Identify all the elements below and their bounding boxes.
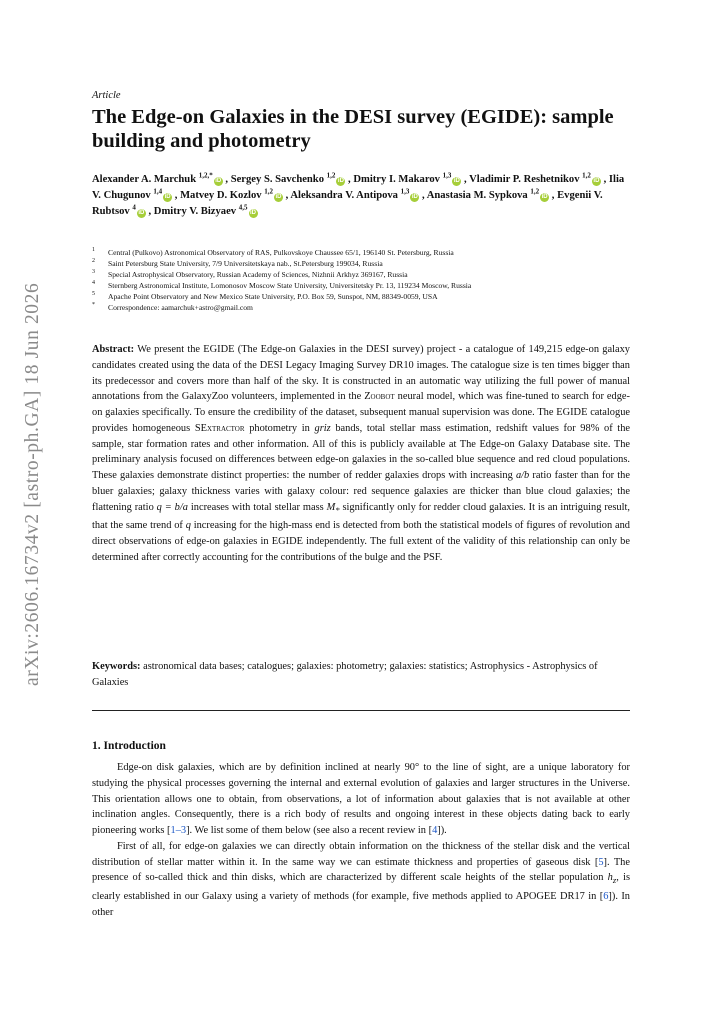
citation-link[interactable]: 1–3 <box>170 825 187 836</box>
author <box>353 171 461 185</box>
orcid-icon[interactable]: iD <box>250 210 256 216</box>
author-affiliation-marker: 4 <box>132 203 136 212</box>
author-separator: , <box>222 174 231 185</box>
author-name: Dmitry I. Makarov <box>353 174 440 185</box>
keywords <box>92 659 630 691</box>
orcid-icon[interactable]: iD <box>164 194 171 200</box>
author <box>153 203 258 217</box>
intro-text: , is clearly established in our Galaxy using a variety of methods (for example, five methods applied to APOGEE DR17 in [ <box>92 872 630 903</box>
author-separator: , <box>600 174 609 185</box>
bands-math: griz <box>314 422 331 434</box>
flattening-math: q = b/a <box>156 501 188 513</box>
affiliation-text: Central (Pulkovo) Astronomical Observatory of RAS, Pulkovskoye Chaussee 65/1, 196140 St. Petersburg, Russia <box>108 248 454 257</box>
orcid-icon[interactable]: iD <box>593 178 600 184</box>
author <box>92 171 223 185</box>
author-name: Aleksandra V. Antipova <box>290 190 398 201</box>
author-separator: , <box>461 174 470 185</box>
author-separator: , <box>345 174 354 185</box>
affiliation-item <box>92 258 630 269</box>
abstract <box>92 342 630 566</box>
paper-title: The Edge-on Galaxies in the DESI survey (EGIDE): sample building and photometry <box>92 106 614 152</box>
orcid-icon[interactable]: iD <box>541 194 548 200</box>
orcid-icon[interactable]: iD <box>275 194 282 200</box>
affiliation-text: Saint Petersburg State University, 7/9 Universitetskaya nab., St.Petersburg 199034, Russia <box>108 259 383 268</box>
author-separator: , <box>145 206 154 217</box>
author-separator: , <box>282 190 291 201</box>
author-name: Sergey S. Savchenko <box>230 174 324 185</box>
abstract-text: bands, total stellar mass estimation, redshift values for 98% of the sample, star formation rates and other information. All of this is publicly available at The Edge-on Galaxy Database site. The preliminary analysis focused on differences between edge-on galaxies in the so-called blue sequence and red cloud populations. These galaxies demonstrate distinct properties: the number of redder galaxies drops with increasing <box>92 422 631 481</box>
abstract-text: ratio faster than for the bluer galaxies; galaxy thickness varies with galaxy colour: red sequence galaxies are thicker than blue cloud galaxies; the flattening ratio <box>92 470 630 513</box>
intro-text: Edge-on disk galaxies, which are by definition inclined at nearly 90° to the line of sight, are a unique laboratory for studying the physical processes governing the internal and external evolution of galaxies and larger structures in the Universe. This orientation allows one to obtain, from observations, a lot of information about galaxies that is not available at other inclination angles. Consequently, there is a rich body of results and ongoing interest in these objects dating back to early pioneering works [ <box>92 762 630 836</box>
author-affiliation-marker: 1,2,* <box>198 171 213 180</box>
abstract-text: photometry in <box>244 422 315 434</box>
affiliation-text: Special Astrophysical Observatory, Russian Academy of Sciences, Nizhnii Arkhyz 369167, Russia <box>108 270 408 279</box>
citation-link[interactable]: 4 <box>432 825 438 836</box>
mass-subscript: * <box>335 504 340 515</box>
author-separator: , <box>549 190 558 201</box>
author-affiliation-marker: 1,3 <box>442 171 452 180</box>
ratio-math: a/b <box>515 470 530 481</box>
affiliation-item <box>92 247 630 258</box>
author-list <box>92 172 630 220</box>
abstract-text: significantly only for redder cloud galaxies. It is an intriguing result, that the same trend of <box>92 501 630 532</box>
affiliation-number: 3 <box>92 269 95 275</box>
author-name: Alexander A. Marchuk <box>92 174 197 185</box>
author-name: Evgenii V. Rubtsov <box>92 190 603 217</box>
hz-symbol: h <box>607 872 613 884</box>
author <box>290 187 419 201</box>
keywords-text: astronomical data bases; catalogues; galaxies: photometry; galaxies: statistics; Astrophysics - Astrophysics of Galaxies <box>92 661 598 688</box>
affiliation-text: Correspondence: aamarchuk+astro@gmail.com <box>108 303 253 312</box>
abstract-text: neural model, which was fine-tuned to search for edge-on galaxies specifically. To ensure the credibility of the dataset, subsequent manual supervision was done. The EGIDE catalogue provides homogeneous <box>92 391 630 434</box>
mass-math <box>327 502 340 513</box>
author-name: Ilia V. Chugunov <box>92 174 625 201</box>
author-affiliation-marker: 1,2 <box>264 187 273 196</box>
author-affiliation-marker: 1,4 <box>153 187 163 196</box>
section-heading: 1. Introduction <box>92 740 166 752</box>
author-affiliation-marker: 4,5 <box>238 203 248 212</box>
affiliation-number: 5 <box>92 291 95 297</box>
affiliation-item <box>92 291 630 302</box>
author-separator: , <box>172 190 181 201</box>
author-name: Anastasia M. Sypkova <box>426 190 528 201</box>
author-name: Matvey D. Kozlov <box>180 190 262 201</box>
affiliation-number: * <box>92 302 95 308</box>
introduction-body <box>92 760 630 921</box>
orcid-icon[interactable]: iD <box>138 210 145 216</box>
scale-height-math <box>607 872 617 886</box>
author <box>230 171 346 185</box>
author-name: Dmitry V. Bizyaev <box>153 206 237 217</box>
intro-text: ]. We list some of them below (see also a recent review in [ <box>186 825 433 836</box>
orcid-icon[interactable]: iD <box>337 178 344 184</box>
intro-text: ]). In other <box>92 891 630 918</box>
mass-symbol: M <box>326 501 336 513</box>
affiliation-list <box>92 247 630 313</box>
author-affiliation-marker: 1,2 <box>582 171 591 180</box>
article-type-label: Article <box>92 90 121 101</box>
abstract-text: increases with total stellar mass <box>187 501 327 513</box>
intro-text: ]). <box>437 825 447 836</box>
author-affiliation-marker: 1,2 <box>326 171 336 180</box>
intro-paragraph <box>92 760 630 839</box>
keywords-label: Keywords: <box>92 661 141 672</box>
author-affiliation-marker: 1,2 <box>530 187 540 196</box>
affiliation-text: Sternberg Astronomical Institute, Lomonosov Moscow State University, Universitetsky Pr. 13, 119234 Moscow, Russia <box>108 281 472 290</box>
intro-text: ]. The presence of so-called thick and thin disks, which are characterized by different scale heights of the stellar population <box>92 856 630 884</box>
author <box>180 187 283 201</box>
author-separator: , <box>419 190 427 201</box>
sextractor-name: SExtractor <box>194 422 245 434</box>
affiliation-item <box>92 269 630 280</box>
abstract-label: Abstract: <box>92 344 135 355</box>
affiliation-number: 4 <box>92 280 95 286</box>
affiliation-text: Apache Point Observatory and New Mexico State University, P.O. Box 59, Sunspot, NM, 88349-0059, USA <box>108 292 438 301</box>
orcid-icon[interactable]: iD <box>453 178 460 184</box>
hz-subscript: z <box>612 875 617 886</box>
orcid-icon[interactable]: iD <box>411 194 418 200</box>
orcid-icon[interactable]: iD <box>215 178 222 184</box>
intro-paragraph <box>92 839 630 921</box>
citation-link[interactable]: 6 <box>603 891 609 903</box>
abstract-text: We present the EGIDE (The Edge-on Galaxies in the DESI survey) project - a catalogue of 149,215 edge-on galaxy candidates created using the data of the DESI Legacy Imaging Survey DR10 images. The catalogue size is ten times bigger than its predecessor and covers more than half of the sky. It is constructed in an automatic way utilizing the full power of manual annotations from the GalaxyZoo volunteers, implemented in the <box>92 344 630 403</box>
intro-text: First of all, for edge-on galaxies we can directly obtain information on the thickness of the stellar disk and the vertical distribution of stellar matter within it. In the same way we can estimate thickness and properties of gaseous disk [ <box>92 840 630 868</box>
affiliation-number: 1 <box>92 247 95 253</box>
affiliation-item <box>92 280 630 291</box>
affiliation-item <box>92 302 630 313</box>
q-math: q <box>185 520 191 532</box>
author <box>426 187 549 201</box>
author <box>469 171 601 185</box>
author-affiliation-marker: 1,3 <box>400 187 410 196</box>
section-divider <box>92 710 630 711</box>
citation-link[interactable]: 5 <box>598 856 604 868</box>
abstract-text: increasing for the high-mass end is detected from both the statistical models of figures of revolution and direct observations of edge-on galaxies in EGIDE independently. The full extent of the validity of this relationship can only be determined after correctly accounting for the contributions of the bulge and the PSF. <box>92 520 630 563</box>
affiliation-number: 2 <box>92 258 95 264</box>
arxiv-identifier: arXiv:2606.16734v2 [astro-ph.GA] 18 Jun 2026 <box>22 282 43 686</box>
zoobot-name: Zoobot <box>364 391 395 403</box>
author-name: Vladimir P. Reshetnikov <box>469 174 580 185</box>
